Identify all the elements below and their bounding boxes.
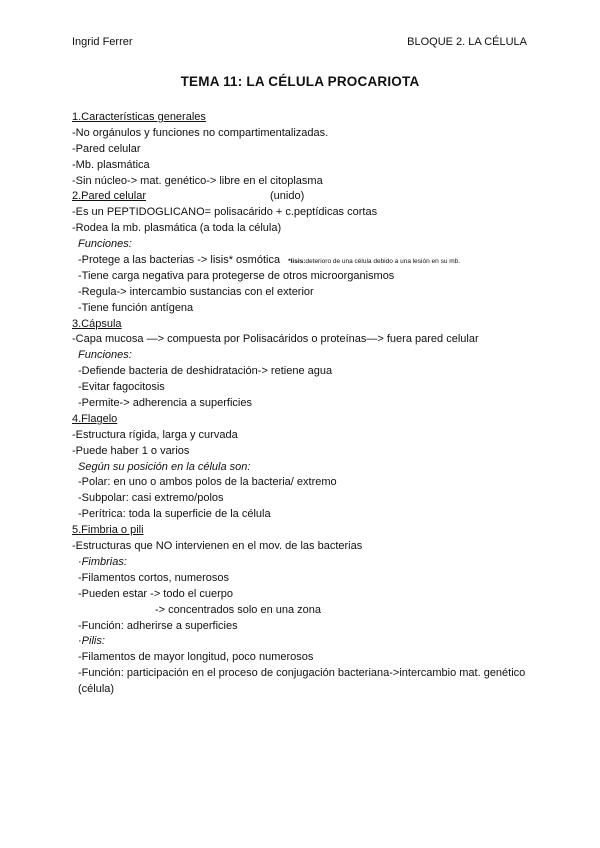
- subheading: Funciones:: [78, 349, 132, 362]
- subheading-pilis: ·Pilis:: [78, 635, 105, 648]
- section-heading-4: 4.Flagelo: [72, 412, 118, 425]
- function-item: -Tiene carga negativa para protegerse de otros microorganismos: [78, 269, 395, 282]
- text-line: -Mb. plasmática: [72, 158, 150, 171]
- function-item: -Regula-> intercambio sustancias con el exterior: [78, 285, 314, 298]
- list-item: -Polar: en uno o ambos polos de la bacteria/ extremo: [78, 476, 337, 489]
- side-note: (unido): [270, 190, 305, 203]
- text-line: -Pared celular: [72, 142, 141, 155]
- section-heading-row-2: [72, 189, 532, 205]
- function-item: -Permite-> adherencia a superficies: [78, 397, 252, 410]
- header-block: BLOQUE 2. LA CÉLULA: [407, 36, 527, 48]
- subheading-fimbrias: ·Fimbrias:: [78, 555, 127, 568]
- list-item: -Filamentos de mayor longitud, poco numerosos: [78, 651, 314, 664]
- footnote-label: *lisis:: [288, 258, 306, 266]
- footnote-text: deterioro de una célula debido a una lesión en su mb.: [305, 258, 461, 266]
- list-item: -Función: participación en el proceso de conjugación bacteriana->intercambio mat. genético (célula): [78, 667, 526, 696]
- text-line: -Capa mucosa —> compuesta por Polisacáridos o proteínas—> fuera pared celular: [72, 333, 479, 346]
- function-item: -Evitar fagocitosis: [78, 381, 165, 394]
- list-item: -Subpolar: casi extremo/polos: [78, 492, 224, 505]
- list-item: -Perítrica: toda la superficie de la célula: [78, 508, 271, 521]
- text-line: -Estructuras que NO intervienen en el mov. de las bacterias: [72, 540, 363, 553]
- text-line: -No orgánulos y funciones no compartimentalizadas.: [72, 126, 329, 139]
- text-line: -Estructura rígida, larga y curvada: [72, 428, 238, 441]
- text-line: -Es un PEPTIDOGLICANO= polisacárido + c.peptídicas cortas: [72, 206, 378, 219]
- text-line: -Rodea la mb. plasmática (a toda la célula): [72, 222, 282, 235]
- document-body: [72, 110, 532, 698]
- list-item: -Filamentos cortos, numerosos: [78, 571, 229, 584]
- section-heading-5: 5.Fimbria o pili: [72, 524, 144, 537]
- list-item-continuation: -> concentrados solo en una zona: [155, 603, 322, 616]
- function-item: -Protege a las bacterias -> lisis* osmótica: [78, 254, 281, 267]
- section-heading-3: 3.Cápsula: [72, 317, 122, 330]
- subheading: Según su posición en la célula son:: [78, 460, 251, 473]
- header-author: Ingrid Ferrer: [72, 36, 133, 48]
- list-item: -Función: adherirse a superficies: [78, 619, 238, 632]
- section-heading-2: 2.Pared celular: [72, 190, 146, 203]
- function-row: [72, 253, 532, 269]
- function-item: -Tiene función antígena: [78, 301, 194, 314]
- section-heading-1: 1.Características generales: [72, 111, 206, 123]
- subheading: Funciones:: [78, 238, 132, 251]
- text-line: -Puede haber 1 o varios: [72, 444, 190, 457]
- function-item: -Defiende bacteria de deshidratación-> retiene agua: [78, 365, 333, 378]
- page-title: TEMA 11: LA CÉLULA PROCARIOTA: [180, 74, 420, 89]
- footnote: [288, 258, 460, 265]
- text-line: -Sin núcleo-> mat. genético-> libre en el citoplasma: [72, 174, 323, 187]
- list-item: -Pueden estar -> todo el cuerpo: [78, 587, 234, 600]
